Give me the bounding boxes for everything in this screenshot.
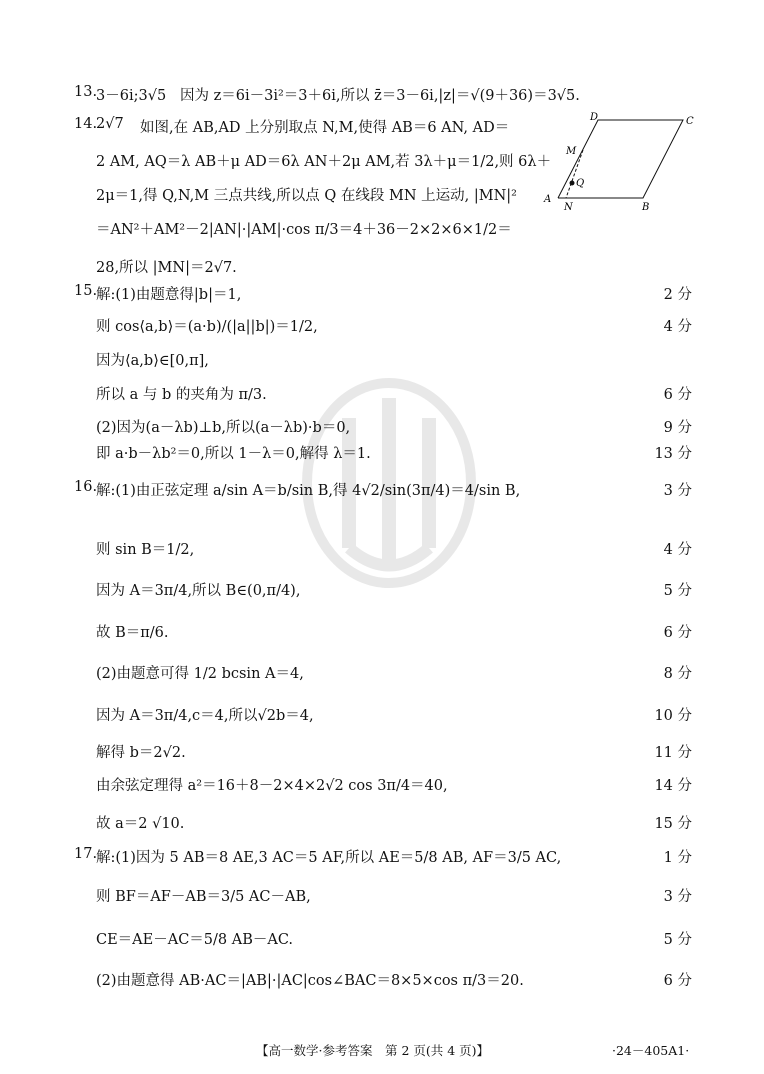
solution-text: 2μ＝1,得 Q,N,M 三点共线,所以点 Q 在线段 MN 上运动, |MN|²	[96, 188, 517, 204]
problem-number: 16.	[74, 479, 98, 495]
solution-text: 2 AM, AQ＝λ AB＋μ AD＝6λ AN＋2μ AM,若 3λ＋μ＝1/2,则 6λ＋	[96, 154, 552, 170]
problem-number: 14.	[74, 116, 98, 132]
solution-text: 解:(1)由正弦定理 a/sin A＝b/sin B,得 4√2/sin(3π/4)＝4/sin B,	[96, 483, 521, 499]
score: 6 分	[663, 387, 692, 403]
solution-text: 因为 z＝6i－3i²＝3＋6i,所以 z̄＝3－6i,|z|＝√(9＋36)＝3√5.	[180, 88, 580, 104]
solution-text: CE＝AE－AC＝5/8 AB－AC.	[96, 932, 294, 948]
solution-text: 则 sin B＝1/2,	[96, 542, 195, 558]
score: 2 分	[663, 287, 692, 303]
score: 4 分	[663, 319, 692, 335]
score: 11 分	[654, 745, 692, 761]
solution-text: 即 a·b－λb²＝0,所以 1－λ＝0,解得 λ＝1.	[96, 446, 371, 462]
label-b: B	[642, 202, 650, 212]
solution-text: 故 B＝π/6.	[96, 625, 169, 641]
solution-text: 因为⟨a,b⟩∈[0,π],	[96, 353, 209, 369]
solution-text: (2)由题意可得 1/2 bcsin A＝4,	[96, 666, 304, 682]
problem-number: 15.	[74, 283, 98, 299]
parallelogram-figure	[538, 108, 708, 212]
problem-number: 13.	[74, 84, 98, 100]
footer-title: 【高一数学·参考答案 第 2 页(共 4 页)】	[256, 1043, 490, 1058]
solution-text: 如图,在 AB,AD 上分别取点 N,M,使得 AB＝6 AN, AD＝	[140, 120, 510, 136]
solution-text: 因为 A＝3π/4,所以 B∈(0,π/4),	[96, 583, 301, 599]
score: 4 分	[663, 542, 692, 558]
label-n: N	[564, 202, 573, 212]
label-a: A	[544, 194, 552, 205]
solution-text: 解:(1)由题意得|b|＝1,	[96, 287, 242, 303]
score: 5 分	[663, 932, 692, 948]
label-q: Q	[576, 178, 585, 189]
label-m: M	[566, 146, 577, 157]
solution-text: 28,所以 |MN|＝2√7.	[96, 260, 237, 276]
score: 5 分	[663, 583, 692, 599]
solution-text: 解得 b＝2√2.	[96, 745, 186, 761]
solution-text: 故 a＝2 √10.	[96, 816, 185, 832]
solution-text: (2)由题意得 AB·AC＝|AB|·|AC|cos∠BAC＝8×5×cos π/3＝20.	[96, 973, 524, 989]
answer: 3－6i;3√5	[96, 88, 167, 104]
score: 3 分	[663, 889, 692, 905]
score: 3 分	[663, 483, 692, 499]
score: 6 分	[663, 973, 692, 989]
solution-text: (2)因为(a－λb)⊥b,所以(a－λb)·b＝0,	[96, 420, 351, 436]
label-c: C	[686, 116, 694, 127]
score: 10 分	[654, 708, 692, 724]
solution-text: 由余弦定理得 a²＝16＋8－2×4×2√2 cos 3π/4＝40,	[96, 778, 448, 794]
solution-text: 因为 A＝3π/4,c＝4,所以√2b＝4,	[96, 708, 314, 724]
footer-code: ·24－405A1·	[612, 1043, 690, 1058]
solution-text: 所以 a 与 b 的夹角为 π/3.	[96, 387, 267, 403]
score: 1 分	[663, 850, 692, 866]
score: 15 分	[654, 816, 692, 832]
problem-number: 17.	[74, 846, 98, 862]
solution-text: 解:(1)因为 5 AB＝8 AE,3 AC＝5 AF,所以 AE＝5/8 AB, AF＝3/5 AC,	[96, 850, 562, 866]
score: 6 分	[663, 625, 692, 641]
label-d: D	[590, 112, 599, 123]
solution-text: ＝AN²＋AM²－2|AN|·|AM|·cos π/3＝4＋36－2×2×6×1/2＝	[96, 222, 512, 238]
answer: 2√7	[96, 116, 124, 132]
score: 14 分	[654, 778, 692, 794]
score: 13 分	[654, 446, 692, 462]
score: 8 分	[663, 666, 692, 682]
score: 9 分	[663, 420, 692, 436]
solution-text: 则 BF＝AF－AB＝3/5 AC－AB,	[96, 889, 311, 905]
solution-text: 则 cos⟨a,b⟩＝(a·b)/(|a||b|)＝1/2,	[96, 319, 318, 335]
